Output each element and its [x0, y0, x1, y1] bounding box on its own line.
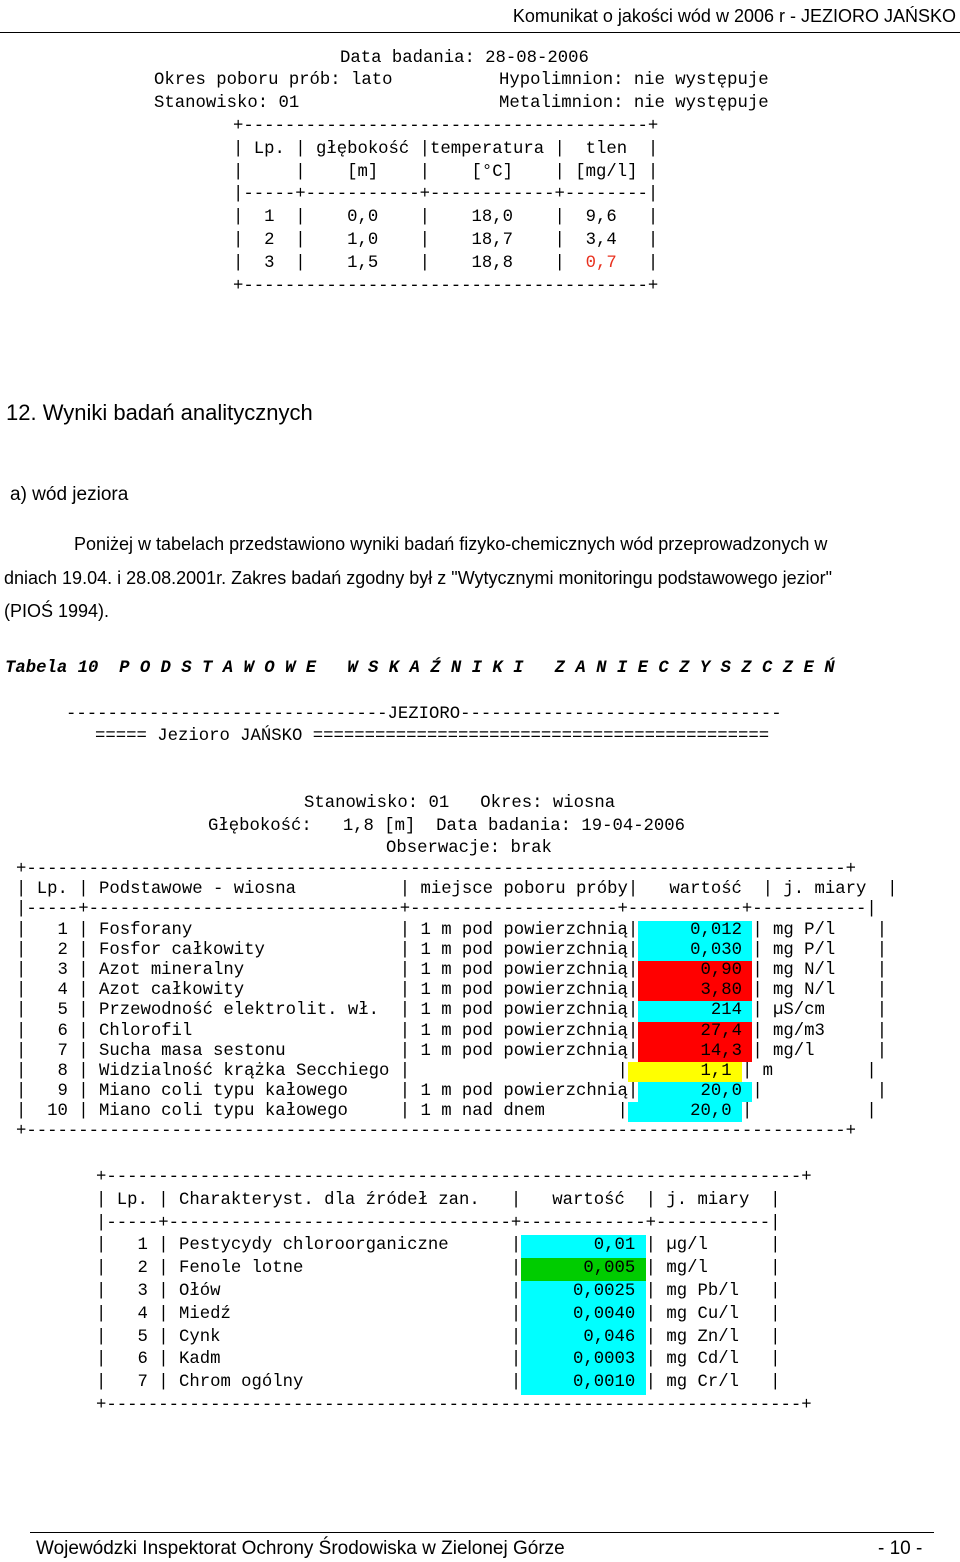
spring-depth-date: Głębokość: 1,8 [m] Data badania: 19-04-2006 — [208, 817, 686, 836]
unit-cell: | mg N/l | — [752, 981, 888, 1001]
section-heading: 12. Wyniki badań analitycznych — [6, 400, 313, 425]
table-caption: Tabela 10 P O D S T A W O W E W S K A Ź N I K I Z A N I E C Z Y S Z C Z E Ń — [5, 659, 835, 678]
unit-cell: | mg Cd/l | — [645, 1350, 781, 1370]
table-separator: |-----+---------------------------------+------------+-----------| — [96, 1213, 781, 1233]
row-end: | — [647, 230, 659, 250]
table-row — [96, 1304, 812, 1327]
spring-station-season: Stanowisko: 01 Okres: wiosna — [304, 794, 616, 813]
row-cells: | 2 | Fosfor całkowity | 1 m pod powierzchnią| — [16, 940, 639, 960]
unit-cell: | mg P/l | — [752, 940, 888, 960]
row-cells: | 1 | Fosforany | 1 m pod powierzchnią| — [16, 920, 639, 940]
spring-table — [16, 860, 898, 1143]
footer-institution: Wojewódzki Inspektorat Ochrony Środowiska w Zielonej Górze — [36, 1538, 565, 1559]
table-border: +---------------------------------------+ — [233, 117, 659, 136]
intro-paragraph-line-2: dniach 19.04. i 28.08.2001r. Zakres badań zgodny był z "Wytycznymi monitoringu podstawowego jezior" — [4, 568, 833, 588]
row-cells: | 1 | Pestycydy chloroorganiczne | — [96, 1236, 522, 1256]
value-cell: 0,0010 — [521, 1372, 645, 1395]
table-row — [16, 1022, 898, 1042]
value-cell: 0,01 — [521, 1235, 645, 1258]
summer-hypolimnion: Hypolimnion: nie występuje — [499, 71, 769, 90]
intro-paragraph-line-3: (PIOŚ 1994). — [4, 601, 110, 621]
table-header-row: | Lp. | Charakteryst. dla źródeł zan. | wartość | j. miary | — [96, 1190, 781, 1210]
table-row — [96, 1235, 812, 1258]
unit-cell: | mg Cr/l | — [645, 1373, 781, 1393]
unit-cell: | mg/l | — [645, 1259, 781, 1279]
row-cells: | 3 | Ołów | — [96, 1281, 522, 1301]
value-cell: 0,030 — [638, 940, 753, 960]
table-row — [16, 1102, 898, 1122]
row-cells: | 10 | Miano coli typu kałowego | 1 m nad dnem | — [16, 1102, 628, 1122]
table-header-row: | Lp. | głębokość |temperatura | tlen | — [233, 139, 659, 159]
value-cell: 214 — [638, 1001, 753, 1021]
unit-cell: | µg/l | — [645, 1236, 781, 1256]
value-cell: 27,4 — [638, 1021, 753, 1041]
table-row — [16, 1082, 898, 1102]
unit-cell: | mg Cu/l | — [645, 1304, 781, 1324]
table-row — [16, 1062, 898, 1082]
table-border: +-------------------------------------------------------------------+ — [96, 1168, 812, 1187]
summer-season: Okres poboru prób: lato — [154, 71, 393, 90]
table-header-row: | Lp. | Podstawowe - wiosna | miejsce poboru próby| wartość | j. miary | — [16, 880, 898, 900]
value-cell: 3,80 — [638, 981, 753, 1001]
row-end: | — [647, 208, 659, 228]
oxygen-value: 3,4 — [564, 230, 648, 250]
lake-separator-line: -------------------------------JEZIORO------------------------------- — [66, 705, 782, 724]
row-cells: | 7 | Sucha masa sestonu | 1 m pod powierzchnią| — [16, 1041, 639, 1061]
row-cells: | 7 | Chrom ogólny | — [96, 1373, 522, 1393]
unit-cell: | m | — [741, 1061, 877, 1081]
page-header-title: Komunikat o jakości wód w 2006 r - JEZIORO JAŃSKO — [512, 6, 956, 26]
spring-observations: Obserwacje: brak — [386, 839, 552, 858]
oxygen-value: 0,7 — [564, 253, 648, 273]
value-cell: 0,046 — [521, 1327, 645, 1350]
table-border: +-------------------------------------------------------------------+ — [96, 1395, 812, 1415]
table-row — [16, 961, 898, 981]
table-row — [16, 941, 898, 961]
row-cells: | 3 | 1,5 | 18,8 | — [233, 253, 565, 273]
table-row — [96, 1372, 812, 1395]
value-cell: 0,0025 — [521, 1281, 645, 1304]
summer-date: Data badania: 28-08-2006 — [340, 49, 589, 68]
table-row — [96, 1349, 812, 1372]
value-cell: 0,90 — [638, 960, 753, 980]
table-separator: |-----+------------------------------+--------------------+-----------+-----------| — [16, 900, 877, 920]
summer-station: Stanowisko: 01 — [154, 94, 300, 113]
row-cells: | 4 | Azot całkowity | 1 m pod powierzchnią| — [16, 981, 639, 1001]
section-subheading: a) wód jeziora — [10, 484, 129, 505]
row-cells: | 6 | Kadm | — [96, 1350, 522, 1370]
row-cells: | 6 | Chlorofil | 1 m pod powierzchnią| — [16, 1021, 639, 1041]
table-row — [16, 981, 898, 1001]
row-end: | — [647, 253, 659, 273]
intro-paragraph-line-1: Poniżej w tabelach przedstawiono wyniki badań fizyko-chemicznych wód przeprowadzonych w — [74, 534, 828, 554]
unit-cell: | | — [741, 1102, 877, 1122]
row-cells: | 1 | 0,0 | 18,0 | — [233, 208, 565, 228]
summer-metalimnion: Metalimnion: nie występuje — [499, 94, 769, 113]
row-cells: | 8 | Widzialność krążka Secchiego | | — [16, 1061, 628, 1081]
header-rule — [0, 32, 960, 33]
value-cell: 0,005 — [521, 1258, 645, 1281]
value-cell: 0,012 — [638, 920, 753, 940]
unit-cell: | mg/l | — [752, 1041, 888, 1061]
summer-table — [233, 116, 658, 298]
unit-cell: | mg Pb/l | — [645, 1281, 781, 1301]
row-cells: | 5 | Cynk | — [96, 1327, 522, 1347]
sources-table — [96, 1167, 812, 1418]
table-row — [233, 253, 658, 276]
footer-page-number: - 10 - — [878, 1538, 923, 1559]
unit-cell: | | — [752, 1082, 888, 1102]
table-row — [96, 1327, 812, 1350]
row-cells: | 3 | Azot mineralny | 1 m pod powierzchnią| — [16, 960, 639, 980]
row-cells: | 4 | Miedź | — [96, 1304, 522, 1324]
table-border: +-------------------------------------------------------------------------------+ — [16, 1122, 857, 1142]
table-row — [96, 1258, 812, 1281]
lake-name-line: ===== Jezioro JAŃSKO ============================================ — [95, 727, 770, 746]
table-row — [233, 207, 658, 230]
value-cell: 14,3 — [638, 1041, 753, 1061]
row-cells: | 5 | Przewodność elektrolit. wł. | 1 m pod powierzchnią| — [16, 1001, 639, 1021]
table-border: +---------------------------------------+ — [233, 276, 659, 296]
value-cell: 0,0003 — [521, 1349, 645, 1372]
unit-cell: | µS/cm | — [752, 1001, 888, 1021]
table-row — [16, 1001, 898, 1021]
table-row — [96, 1281, 812, 1304]
table-border: +-------------------------------------------------------------------------------+ — [16, 860, 857, 879]
value-cell: 20,0 — [627, 1102, 742, 1122]
footer-rule — [30, 1532, 934, 1533]
unit-cell: | mg N/l | — [752, 960, 888, 980]
row-cells: | 2 | Fenole lotne | — [96, 1259, 522, 1279]
table-row — [233, 230, 658, 253]
row-cells: | 2 | 1,0 | 18,7 | — [233, 230, 565, 250]
table-header-units-row: | | [m] | [°C] | [mg/l] | — [233, 162, 659, 182]
value-cell: 0,0040 — [521, 1304, 645, 1327]
table-separator: |-----+-----------+------------+--------| — [233, 185, 659, 205]
value-cell: 1,1 — [627, 1061, 742, 1081]
table-row — [16, 1042, 898, 1062]
unit-cell: | mg P/l | — [752, 920, 888, 940]
row-cells: | 9 | Miano coli typu kałowego | 1 m pod powierzchnią| — [16, 1082, 639, 1102]
table-row — [16, 921, 898, 941]
oxygen-value: 9,6 — [564, 208, 648, 228]
unit-cell: | mg Zn/l | — [645, 1327, 781, 1347]
unit-cell: | mg/m3 | — [752, 1021, 888, 1041]
value-cell: 20,0 — [638, 1082, 753, 1102]
